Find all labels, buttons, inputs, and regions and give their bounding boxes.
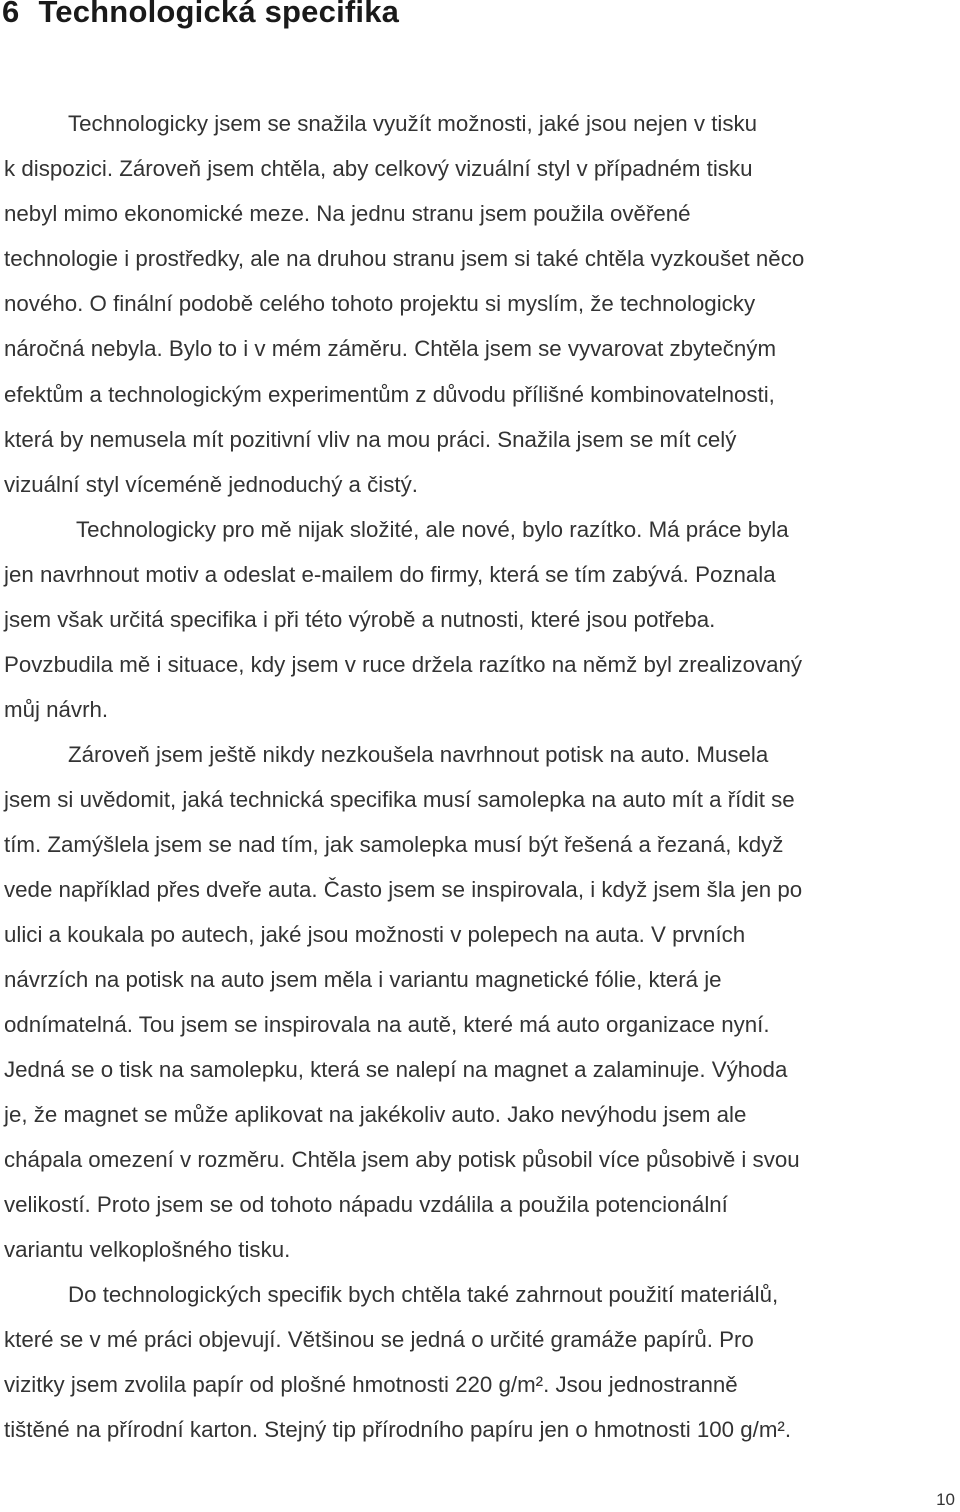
text-line: vede například přes dveře auta. Často jsem se inspirovala, i když jsem šla jen po <box>4 877 803 902</box>
text-line: vizitky jsem zvolila papír od plošné hmotnosti 220 g/m². Jsou jednostranně <box>4 1372 738 1397</box>
text-line: jsem si uvědomit, jaká technická specifika musí samolepka na auto mít a řídit se <box>4 787 795 812</box>
text-line: Povzbudila mě i situace, kdy jsem v ruce držela razítko na němž byl zrealizovaný <box>4 652 803 677</box>
section-title: Technologická specifika <box>38 0 400 29</box>
text-line: nového. O finální podobě celého tohoto projektu si myslím, že technologicky <box>4 291 756 316</box>
text-line: velikostí. Proto jsem se od tohoto nápadu vzdálila a použila potencionální <box>4 1192 728 1217</box>
section-heading <box>2 0 399 30</box>
text-line: Jedná se o tisk na samolepku, která se nalepí na magnet a zalaminuje. Výhoda <box>4 1057 788 1082</box>
text-line: nebyl mimo ekonomické meze. Na jednu stranu jsem použila ověřené <box>4 201 691 226</box>
text-line: můj návrh. <box>4 697 109 722</box>
text-line: chápala omezení v rozměru. Chtěla jsem aby potisk působil více působivě i svou <box>4 1147 800 1172</box>
text-line: k dispozici. Zároveň jsem chtěla, aby celkový vizuální styl v případném tisku <box>4 156 753 181</box>
text-line: tím. Zamýšlela jsem se nad tím, jak samolepka musí být řešená a řezaná, když <box>4 832 784 857</box>
text-line: variantu velkoplošného tisku. <box>4 1237 291 1262</box>
text-line: odnímatelná. Tou jsem se inspirovala na autě, které má auto organizace nyní. <box>4 1012 770 1037</box>
text-line: efektům a technologickým experimentům z důvodu přílišné kombinovatelnosti, <box>4 382 775 407</box>
text-line: Zároveň jsem ještě nikdy nezkoušela navrhnout potisk na auto. Musela <box>68 742 769 767</box>
text-line: které se v mé práci objevují. Většinou se jedná o určité gramáže papírů. Pro <box>4 1327 754 1352</box>
text-line: náročná nebyla. Bylo to i v mém záměru. Chtěla jsem se vyvarovat zbytečným <box>4 336 777 361</box>
text-line: vizuální styl víceméně jednoduchý a čistý. <box>4 472 418 497</box>
text-line: tištěné na přírodní karton. Stejný tip přírodního papíru jen o hmotnosti 100 g/m². <box>4 1417 792 1442</box>
page-number: 10 <box>936 1490 955 1509</box>
text-line: Do technologických specifik bych chtěla také zahrnout použití materiálů, <box>68 1282 779 1307</box>
text-line: ulici a koukala po autech, jaké jsou možnosti v polepech na auta. V prvních <box>4 922 746 947</box>
text-line: jen navrhnout motiv a odeslat e-mailem do firmy, která se tím zabývá. Poznala <box>4 562 776 587</box>
section-number: 6 <box>2 0 20 29</box>
text-line: Technologicky pro mě nijak složité, ale nové, bylo razítko. Má práce byla <box>76 517 789 542</box>
text-line: Technologicky jsem se snažila využít možnosti, jaké jsou nejen v tisku <box>68 111 758 136</box>
text-line: je, že magnet se může aplikovat na jakékoliv auto. Jako nevýhodu jsem ale <box>4 1102 747 1127</box>
text-line: technologie i prostředky, ale na druhou stranu jsem si také chtěla vyzkoušet něco <box>4 246 805 271</box>
text-line: návrzích na potisk na auto jsem měla i variantu magnetické fólie, která je <box>4 967 722 992</box>
text-line: která by nemusela mít pozitivní vliv na mou práci. Snažila jsem se mít celý <box>4 427 737 452</box>
text-line: jsem však určitá specifika i při této výrobě a nutnosti, které jsou potřeba. <box>4 607 716 632</box>
